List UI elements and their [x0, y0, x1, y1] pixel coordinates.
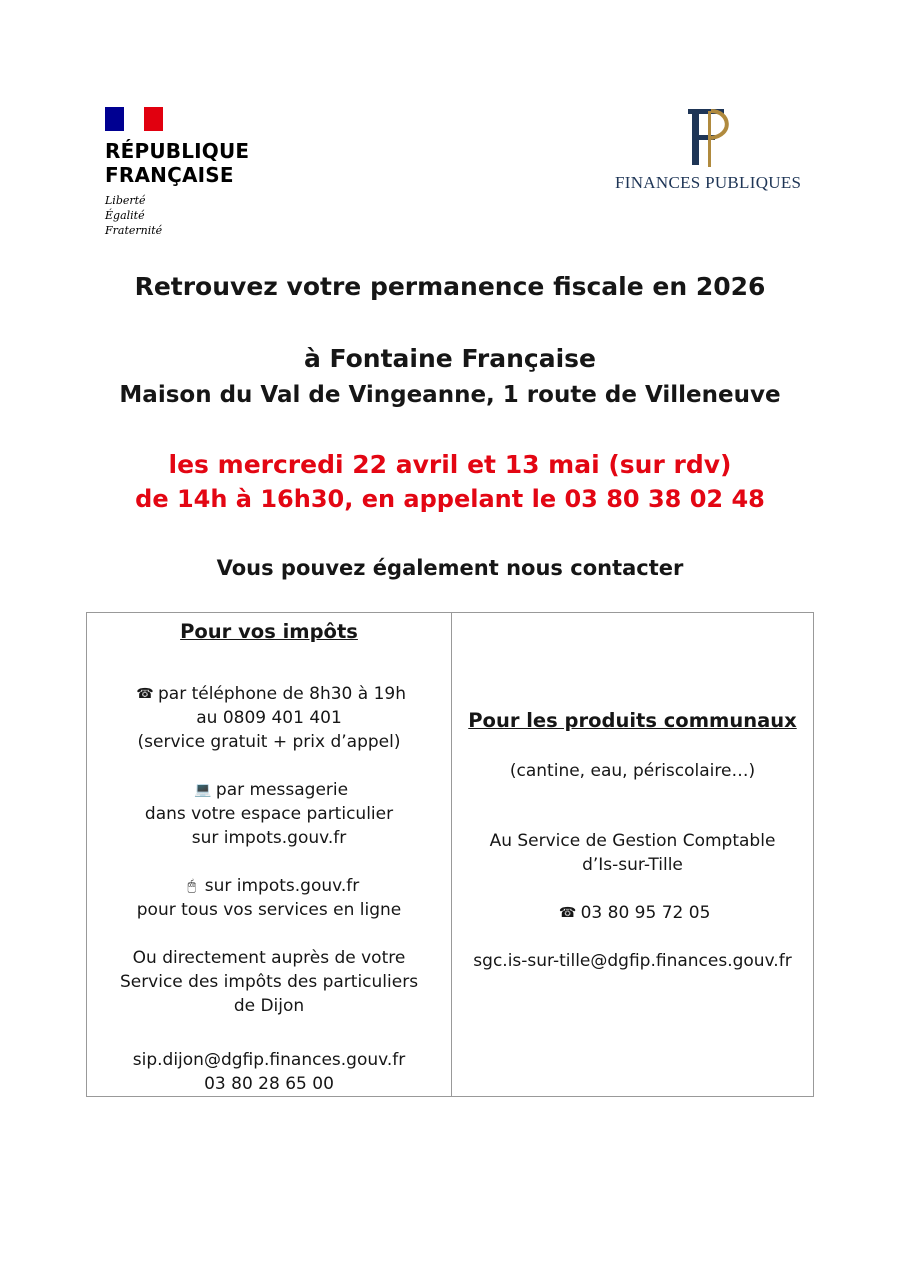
taxes-phone: 03 80 28 65 00: [204, 1074, 334, 1094]
phone-cost-note: (service gratuit + prix d’appel): [137, 732, 401, 752]
republique-francaise-name: RÉPUBLIQUE FRANÇAISE: [105, 139, 250, 187]
contact-intro: Vous pouvez également nous contacter: [216, 556, 684, 580]
office-line-1: Ou directement auprès de votre: [132, 948, 406, 968]
office-line-3: de Dijon: [233, 996, 305, 1016]
municipal-email: sgc.is-sur-tille@dgfip.finances.gouv.fr: [473, 951, 792, 971]
schedule-dates: les mercredi 22 avril et 13 mai (sur rdv): [168, 450, 732, 479]
fp-monogram-icon: [678, 105, 738, 169]
finances-publiques-name: FINANCES PUBLIQUES: [615, 173, 802, 192]
location-address: Maison du Val de Vingeanne, 1 route de Villeneuve: [119, 382, 781, 408]
municipal-title: Pour les produits communaux: [468, 709, 797, 732]
taxes-email: sip.dijon@dgfip.finances.gouv.fr: [132, 1050, 406, 1070]
french-flag-icon: [105, 107, 163, 131]
phone-line: ☎ par téléphone de 8h30 à 19h: [87, 682, 451, 706]
taxes-contact-cell: [87, 613, 452, 1097]
schedule-hours: de 14h à 16h30, en appelant le 03 80 38 02 48: [135, 485, 765, 513]
finances-publiques-logo: [615, 105, 800, 193]
online-services: pour tous vos services en ligne: [136, 900, 402, 920]
phone-number-line: au 0809 401 401: [196, 708, 342, 728]
municipal-phone-line: ☎ 03 80 95 72 05: [452, 901, 813, 925]
computer-icon: 💻: [194, 782, 212, 798]
phone-icon: ☎: [558, 905, 577, 921]
page-title: Retrouvez votre permanence fiscale en 2026: [134, 272, 766, 301]
taxes-title: Pour vos impôts: [180, 620, 358, 643]
service-name-line-1: Au Service de Gestion Comptable: [489, 831, 776, 851]
messaging-site: sur impots.gouv.fr: [191, 828, 347, 848]
republique-francaise-logo: [105, 107, 249, 238]
service-name-line-2: d’Is-sur-Tille: [582, 855, 683, 875]
office-line-2: Service des impôts des particuliers: [119, 972, 419, 992]
messaging-space: dans votre espace particulier: [144, 804, 394, 824]
republic-motto: Liberté Égalité Fraternité: [105, 194, 163, 237]
municipal-contact-cell: [452, 613, 814, 1097]
contact-table: [86, 612, 814, 1097]
messaging-line: 💻 par messagerie: [87, 778, 451, 802]
municipal-subtitle: (cantine, eau, périscolaire…): [509, 761, 756, 781]
phone-icon: ☎: [136, 686, 154, 702]
mouse-icon: 🖱: [187, 878, 196, 894]
location-town: à Fontaine Française: [303, 344, 597, 373]
online-line: 🖱 sur impots.gouv.fr: [87, 874, 451, 898]
